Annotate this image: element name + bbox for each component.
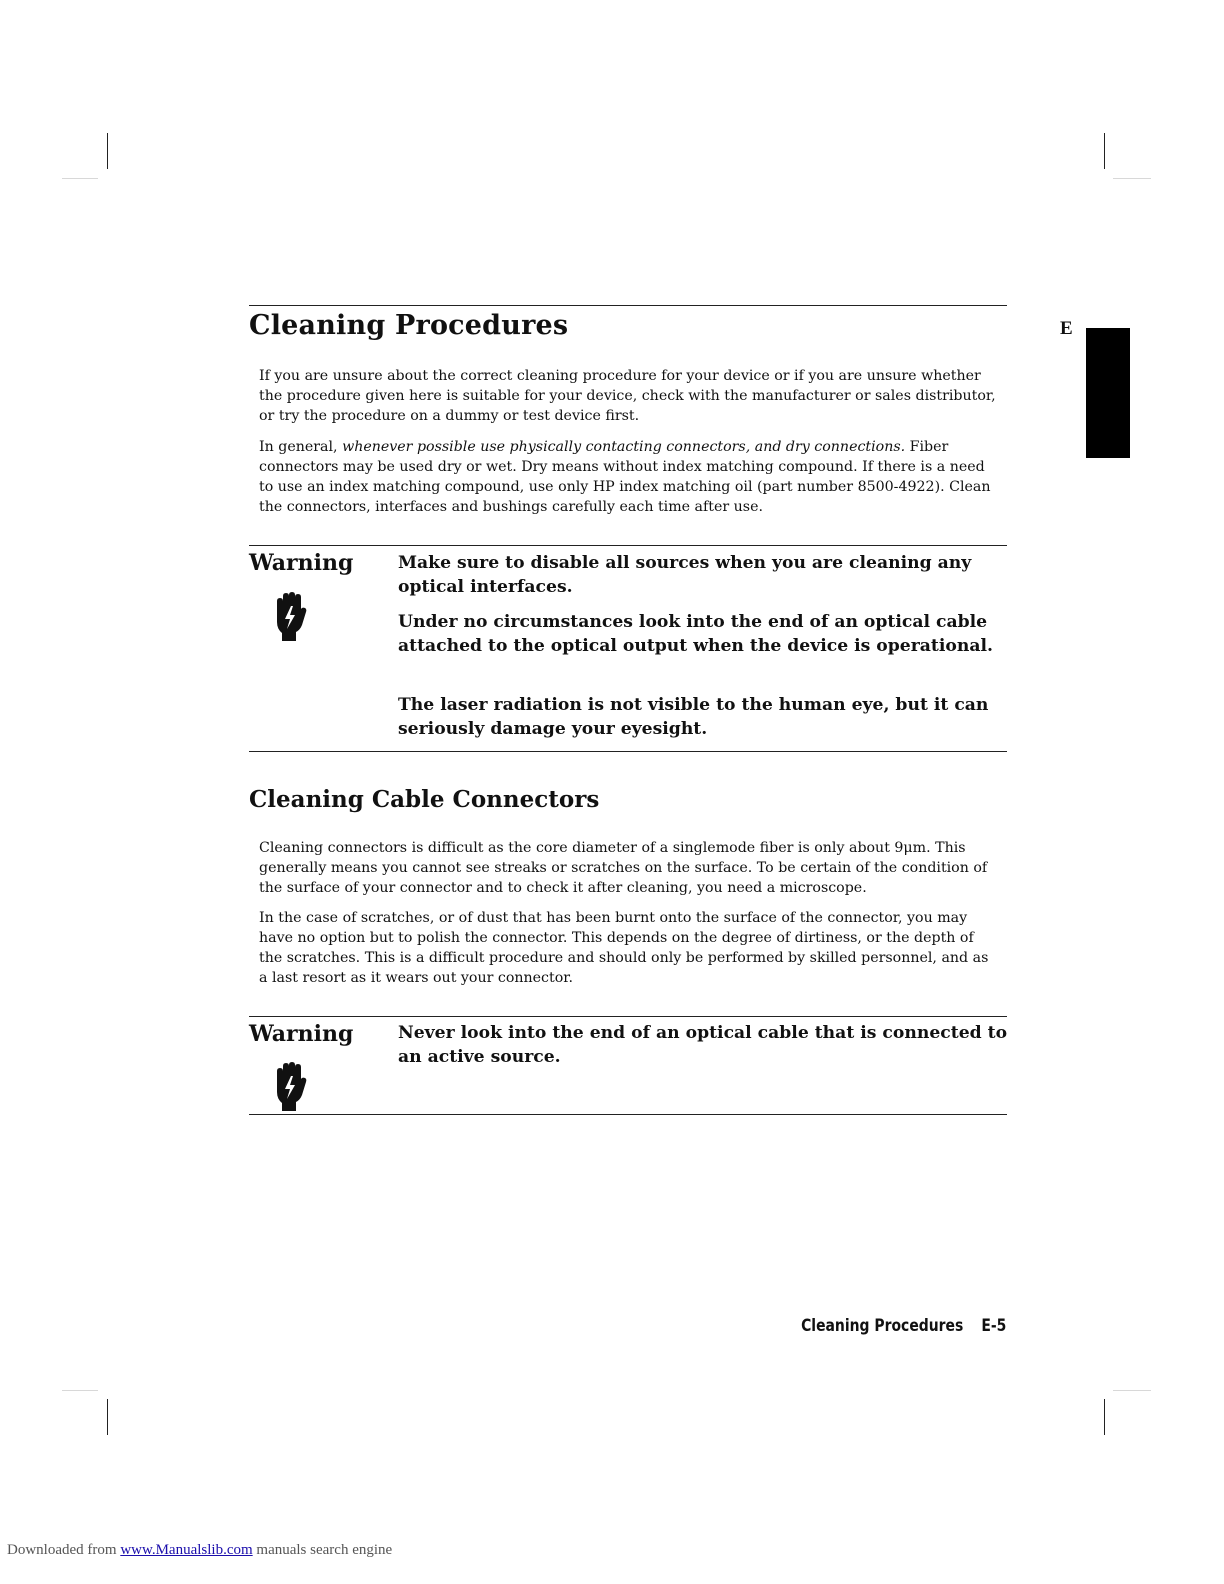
- warning1-bottom-rule: [249, 751, 1007, 752]
- manualslib-link[interactable]: www.Manualslib.com: [120, 1542, 253, 1558]
- general-paragraph: [259, 437, 999, 517]
- crop-guide-bottom-right: [1113, 1390, 1151, 1391]
- section-top-rule: [249, 305, 1007, 306]
- connectors-paragraph-2: In the case of scratches, or of dust that has been burnt onto the surface of the connector, you may have no option but to polish the connector. This depends on the degree of dirtiness, or the depth of the scratches. This is a difficult procedure and should only be performed by skilled personnel, and as a last resort as it wears out your connector.: [259, 910, 989, 986]
- page-footer: [801, 1316, 1006, 1336]
- download-suffix: manuals search engine: [252, 1542, 393, 1558]
- warning1-line-1: Make sure to disable all sources when you are cleaning any optical interfaces.: [398, 553, 972, 597]
- crop-mark-bottom-right: [1104, 1399, 1105, 1435]
- crop-guide-top-left: [62, 178, 98, 179]
- connectors-paragraph-1: Cleaning connectors is difficult as the core diameter of a singlemode fiber is only about 9μm. This generally means you cannot see streaks or scratches on the surface. To be certain of the condition of the surface of your connector and to check it after cleaning, you need a microscope.: [259, 840, 988, 896]
- chapter-tab-marker: [1086, 328, 1130, 458]
- crop-mark-top-left: [107, 133, 108, 169]
- warning2-label: Warning: [249, 1021, 354, 1047]
- crop-guide-bottom-left: [62, 1390, 98, 1391]
- general-lead-text: In general,: [259, 439, 343, 455]
- page-title: Cleaning Procedures: [249, 310, 569, 341]
- warning2-bottom-rule: [249, 1114, 1007, 1115]
- chapter-tab-letter: E: [1060, 318, 1073, 339]
- warning-hand-icon: [272, 592, 308, 642]
- intro-paragraph: If you are unsure about the correct cleaning procedure for your device or if you are unsure whether the procedure given here is suitable for your device, check with the manufacturer or sales distributor, or try the procedure on a dummy or test device first.: [259, 368, 996, 424]
- crop-mark-top-right: [1104, 133, 1105, 169]
- general-rest-text: Fiber connectors may be used dry or wet. Dry means without index matching compound. If there is a need to use an index matching compound, use only HP index matching oil (part number 8500-4922). Clean the connectors, interfaces and bushings carefully each time after use.: [259, 439, 991, 515]
- warning1-line-3: The laser radiation is not visible to the human eye, but it can seriously damage your eyesight.: [398, 695, 989, 739]
- warning2-text: Never look into the end of an optical cable that is connected to an active source.: [398, 1023, 1008, 1067]
- download-prefix: Downloaded from: [7, 1542, 121, 1558]
- general-emphasis-text: whenever possible use physically contacting connectors, and dry connections.: [342, 439, 906, 455]
- warning2-top-rule: [249, 1016, 1007, 1017]
- crop-guide-top-right: [1113, 178, 1151, 179]
- footer-page-number: E-5: [980, 1316, 1006, 1336]
- subsection-title: Cleaning Cable Connectors: [249, 786, 600, 813]
- footer-section-name: Cleaning Procedures: [800, 1316, 963, 1336]
- warning-hand-icon: [272, 1062, 308, 1112]
- crop-mark-bottom-left: [107, 1399, 108, 1435]
- warning1-top-rule: [249, 545, 1007, 546]
- download-banner: [7, 1542, 392, 1559]
- warning1-label: Warning: [249, 550, 354, 576]
- warning1-line-2: Under no circumstances look into the end of an optical cable attached to the optical output when the device is operational.: [398, 612, 993, 656]
